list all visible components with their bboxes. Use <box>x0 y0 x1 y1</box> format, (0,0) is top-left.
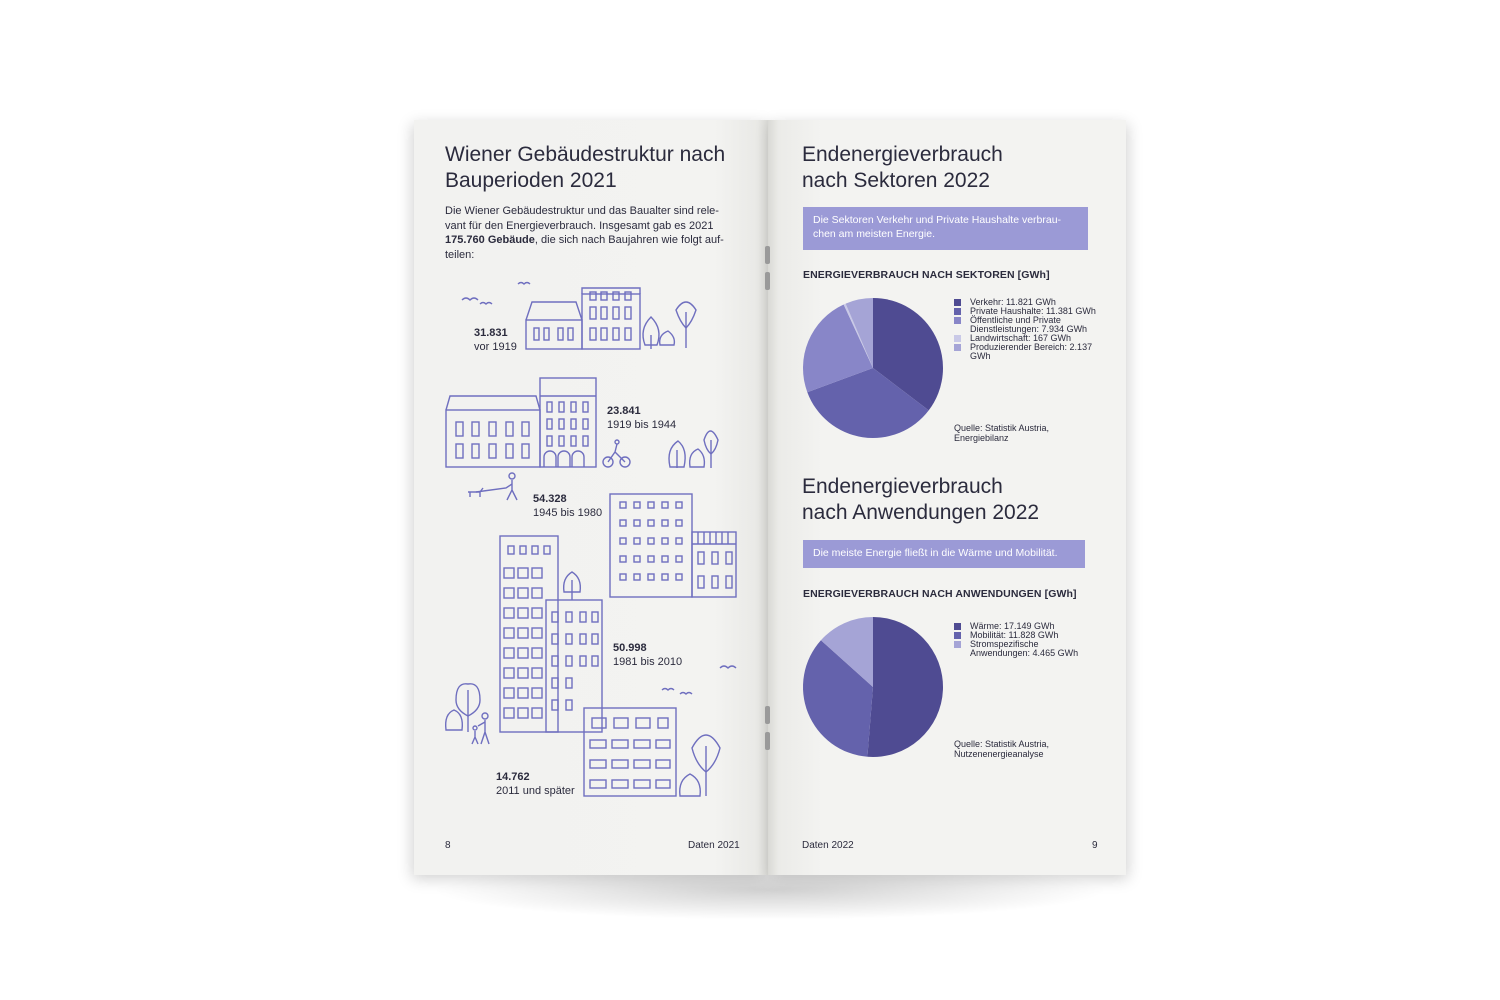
intro-line1: Die Wiener Gebäudestruktur und das Baualter sind rele- <box>445 205 719 217</box>
period-label: vor 1919 <box>474 341 517 353</box>
applications-legend <box>954 622 1114 658</box>
sectors-title-line2: nach Sektoren 2022 <box>802 169 990 192</box>
legend-label: Produzierender Bereich: 2.137 <box>970 342 1093 352</box>
applications-source <box>954 740 1049 759</box>
intro-line3: , die sich nach Baujahren wie folgt auf- <box>534 234 724 246</box>
applications-title-line1: Endenergieverbrauch <box>802 475 1003 498</box>
sectors-title-line1: Endenergieverbrauch <box>802 143 1003 166</box>
legend-label: Landwirtschaft: 167 GWh <box>970 333 1072 343</box>
applications-title-line2: nach Anwendungen 2022 <box>802 501 1040 524</box>
banner-line2: chen am meisten Energie. <box>813 228 935 240</box>
source-line2: Nutzenenergieanalyse <box>954 748 1044 759</box>
legend-item <box>954 640 1114 658</box>
applications-title <box>802 474 1112 526</box>
period-label: 1981 bis 2010 <box>613 656 683 668</box>
period-value: 50.998 <box>613 642 647 654</box>
legend-label: Öffentliche und Private <box>970 315 1061 325</box>
sectors-legend <box>954 298 1114 361</box>
period-value: 54.328 <box>533 493 567 505</box>
legend-item <box>954 316 1114 334</box>
legend-label: Mobilität: 11.828 GWh <box>970 630 1059 640</box>
legend-swatch <box>954 632 961 639</box>
pie-slice-wärme <box>867 617 943 757</box>
source-line2: Energiebilanz <box>954 432 1009 443</box>
left-page-number: 8 <box>445 840 451 851</box>
legend-item <box>954 343 1114 361</box>
source-line1: Quelle: Statistik Austria, <box>954 423 1050 433</box>
legend-swatch <box>954 641 961 648</box>
intro-line2: vant für den Energieverbrauch. Insgesamt gab es 2021 <box>445 219 714 232</box>
legend-label: GWh <box>970 351 991 361</box>
right-page-footer: Daten 2022 <box>802 840 854 851</box>
left-title-line2: Bauperioden 2021 <box>445 169 617 192</box>
applications-banner: Die meiste Energie fließt in die Wärme und Mobilität. <box>803 540 1085 568</box>
intro-line4: teilen: <box>445 248 475 261</box>
legend-swatch <box>954 317 961 324</box>
left-page-footer: Daten 2021 <box>688 840 740 851</box>
legend-swatch <box>954 344 961 351</box>
right-page-number: 9 <box>1092 840 1098 851</box>
intro-building-total: 175.760 Gebäude <box>445 234 535 246</box>
period-label: 1945 bis 1980 <box>533 507 603 519</box>
period-label: 1919 bis 1944 <box>607 419 677 431</box>
sectors-pie <box>803 298 943 438</box>
sectors-source <box>954 424 1049 443</box>
legend-swatch <box>954 335 961 342</box>
period-value: 23.841 <box>607 405 641 417</box>
legend-label: Verkehr: 11.821 GWh <box>970 297 1056 307</box>
applications-chart-title: ENERGIEVERBRAUCH NACH ANWENDUNGEN [GWh] <box>803 588 1077 600</box>
legend-swatch <box>954 299 961 306</box>
legend-label: Private Haushalte: 11.381 GWh <box>970 306 1096 316</box>
legend-label: Wärme: 17.149 GWh <box>970 621 1055 631</box>
banner-line1: Die Sektoren Verkehr und Private Haushalte verbrau- <box>813 214 1062 226</box>
legend-label: Dienstleistungen: 7.934 GWh <box>970 324 1088 334</box>
legend-label: Stromspezifische <box>970 639 1039 649</box>
period-value: 31.831 <box>474 327 508 339</box>
legend-label: Anwendungen: 4.465 GWh <box>970 648 1079 658</box>
period-label: 2011 und später <box>496 785 575 797</box>
legend-swatch <box>954 308 961 315</box>
applications-pie <box>803 617 943 757</box>
sectors-chart-title: ENERGIEVERBRAUCH NACH SEKTOREN [GWh] <box>803 269 1050 281</box>
period-value: 14.762 <box>496 771 530 783</box>
left-title-line1: Wiener Gebäudestruktur nach <box>445 143 726 166</box>
source-line1: Quelle: Statistik Austria, <box>954 739 1050 749</box>
legend-swatch <box>954 623 961 630</box>
